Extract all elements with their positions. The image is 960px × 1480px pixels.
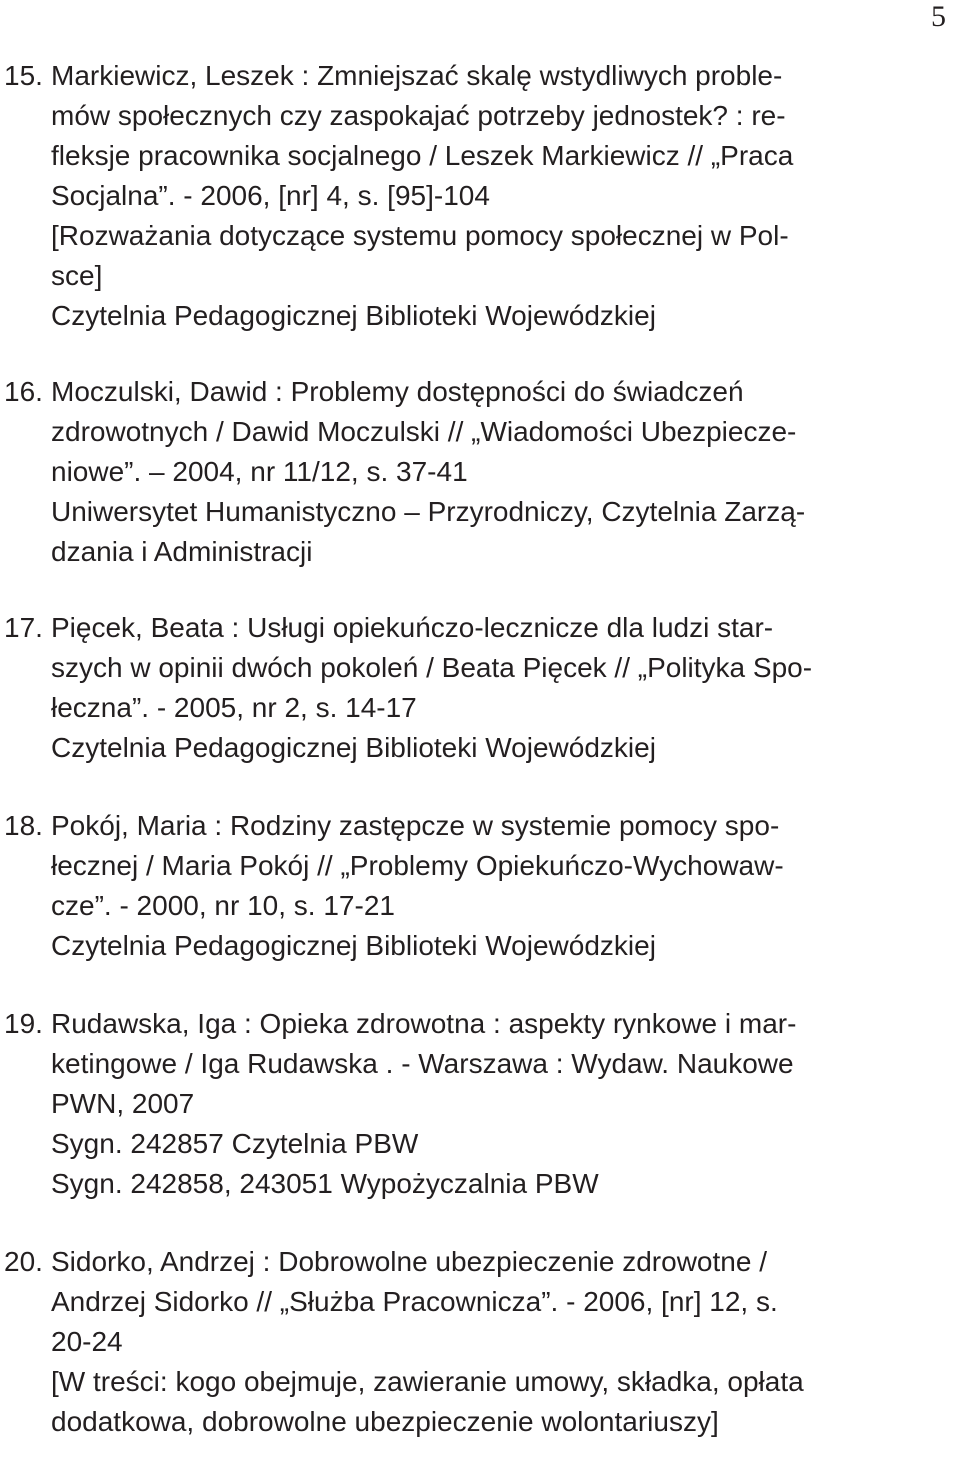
entry-number: 19. [4, 1008, 43, 1039]
entry-line: Sygn. 242858, 243051 Wypożyczalnia PBW [51, 1168, 599, 1199]
entry-line: szych w opinii dwóch pokoleń / Beata Pięcek // „Polityka Spo- [51, 652, 813, 683]
bibliography-entry [0, 1242, 960, 1442]
bibliography-entry [0, 806, 960, 966]
entry-line: mów społecznych czy zaspokajać potrzeby jednostek? : re- [51, 100, 786, 131]
entry-line: [W treści: kogo obejmuje, zawieranie umowy, składka, opłata [51, 1366, 804, 1397]
bibliography-list [0, 56, 960, 1480]
entry-number: 20. [4, 1246, 43, 1277]
entry-line: dzania i Administracji [51, 536, 313, 567]
entry-line: cze”. - 2000, nr 10, s. 17-21 [51, 890, 395, 921]
entry-line: łecznej / Maria Pokój // „Problemy Opiekuńczo-Wychowaw- [51, 850, 784, 881]
entry-line: niowe”. – 2004, nr 11/12, s. 37-41 [51, 456, 468, 487]
entry-line: Pokój, Maria : Rodziny zastępcze w systemie pomocy spo- [51, 810, 780, 841]
entry-line: Moczulski, Dawid : Problemy dostępności do świadczeń [51, 376, 744, 407]
bibliography-entry [0, 608, 960, 768]
entry-line: Czytelnia Pedagogicznej Biblioteki Wojewódzkiej [51, 300, 656, 331]
entry-line: ketingowe / Iga Rudawska . - Warszawa : Wydaw. Naukowe [51, 1048, 794, 1079]
entry-line: PWN, 2007 [51, 1088, 195, 1119]
entry-line: zdrowotnych / Dawid Moczulski // „Wiadomości Ubezpiecze- [51, 416, 797, 447]
entry-line: [Rozważania dotyczące systemu pomocy społecznej w Pol- [51, 220, 789, 251]
entry-line: Czytelnia Pedagogicznej Biblioteki Wojewódzkiej [51, 930, 656, 961]
entry-number: 17. [4, 612, 43, 643]
entry-number: 18. [4, 810, 43, 841]
entry-line: Andrzej Sidorko // „Służba Pracownicza”. - 2006, [nr] 12, s. [51, 1286, 778, 1317]
page-number: 5 [931, 0, 946, 33]
bibliography-entry [0, 56, 960, 336]
bibliography-entry [0, 372, 960, 572]
entry-line: Rudawska, Iga : Opieka zdrowotna : aspekty rynkowe i mar- [51, 1008, 797, 1039]
entry-line: dodatkowa, dobrowolne ubezpieczenie wolontariuszy] [51, 1406, 719, 1437]
entry-line: Sidorko, Andrzej : Dobrowolne ubezpieczenie zdrowotne / [51, 1246, 767, 1277]
entry-line: Uniwersytet Humanistyczno – Przyrodniczy, Czytelnia Zarzą- [51, 496, 806, 527]
entry-line: Sygn. 242857 Czytelnia PBW [51, 1128, 419, 1159]
entry-line: Pięcek, Beata : Usługi opiekuńczo-lecznicze dla ludzi star- [51, 612, 774, 643]
entry-line: sce] [51, 260, 103, 291]
entry-line: Markiewicz, Leszek : Zmniejszać skalę wstydliwych proble- [51, 60, 783, 91]
entry-line: 20-24 [51, 1326, 123, 1357]
entry-number: 15. [4, 60, 43, 91]
bibliography-entry [0, 1004, 960, 1204]
entry-number: 16. [4, 376, 43, 407]
entry-line: Czytelnia Pedagogicznej Biblioteki Wojewódzkiej [51, 732, 656, 763]
entry-line: Socjalna”. - 2006, [nr] 4, s. [95]-104 [51, 180, 490, 211]
entry-line: fleksje pracownika socjalnego / Leszek Markiewicz // „Praca [51, 140, 794, 171]
entry-line: łeczna”. - 2005, nr 2, s. 14-17 [51, 692, 417, 723]
